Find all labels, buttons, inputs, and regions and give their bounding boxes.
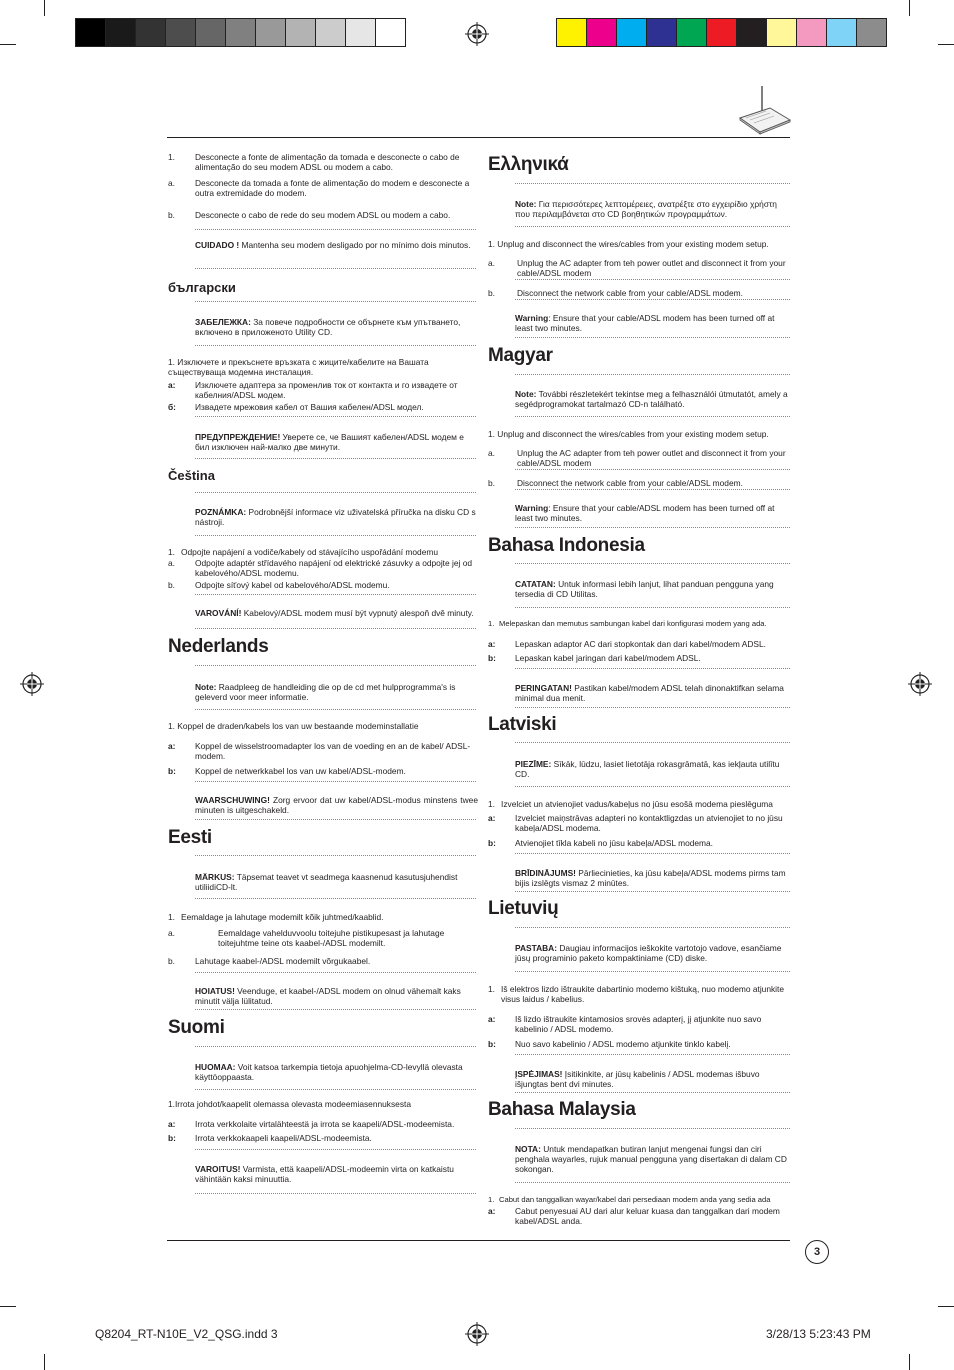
list-item: b. Disconnect the network cable from your cable/ADSL modem. [488, 288, 743, 298]
crop-mark [44, 1354, 45, 1370]
section-title: Bahasa Indonesia [488, 535, 645, 556]
divider [195, 535, 476, 536]
header-rule [167, 137, 790, 138]
divider [515, 374, 790, 375]
caution-note: HOIATUS! Veenduge, et kaabel-/ADSL modem on olnud vähemalt kaks minutit välja lülitatud. [195, 986, 461, 1006]
color-swatch [556, 18, 587, 47]
registration-mark-icon [465, 22, 489, 46]
divider [195, 1193, 476, 1194]
caution-note: PERINGATAN! Pastikan kabel/modem ADSL telah dinonaktifkan selama minimal dua menit. [515, 683, 784, 703]
crop-mark [938, 44, 954, 45]
list-item: 1. Desconecte a fonte de alimentação da tomada e desconecte o cabo de alimentação do seu modem ADSL ou modem a cabo. [168, 152, 460, 172]
section-title: Suomi [168, 1017, 225, 1038]
color-swatch [135, 18, 166, 47]
note: NOTA: Untuk mendapatkan butiran lanjut mengenai fungsi dan ciri penghala wayarles, rujuk manual pengguna yang disertakan di dalam CD sokongan. [515, 1144, 787, 1174]
note: MÄRKUS: Täpsemat teavet vt seadmega kaasnenud kasutusjuhendist utiliidiCD-lt. [195, 872, 458, 892]
list-item: 1. Изключете и прекъснете връзката с жиците/кабелите на Вашата съществуваща модемна инсталация. [168, 357, 429, 377]
caution-note: Warning: Ensure that your cable/ADSL modem has been turned off at least two minutes. [515, 503, 775, 523]
divider [515, 786, 790, 787]
section-title: Magyar [488, 345, 553, 366]
color-swatch [165, 18, 196, 47]
divider [195, 665, 476, 666]
divider [515, 971, 790, 972]
list-item: 1. Koppel de draden/kabels los van uw bestaande modeminstallatie [168, 721, 419, 731]
color-swatch [676, 18, 707, 47]
note: Note: További részletekért tekintse meg a felhasználói útmutatót, amely a segédprogramokat tartalmazó CD-n található. [515, 389, 788, 409]
divider [195, 345, 476, 346]
list-item: 1. Unplug and disconnect the wires/cables from your existing modem setup. [488, 239, 769, 249]
caution-note: VAROVÁNÍ! Kabelový/ADSL modem musí být vypnutý alespoň dvě minuty. [195, 608, 474, 618]
note: HUOMAA: Voit katsoa tarkempia tietoja apuohjelma-CD-levyllä olevasta käyttöoppaasta. [195, 1062, 463, 1082]
list-item: a: Lepaskan adaptor AC dari stopkontak dan dari kabel/modem ADSL. [488, 639, 766, 649]
file-slug: Q8204_RT-N10E_V2_QSG.indd 3 [95, 1327, 278, 1341]
caution-note: BRĪDINĀJUMS! Pārliecinieties, ka jūsu kabeļa/ADSL modems pirms tam bijis izslēgts vismaz 2 minūtes. [515, 868, 786, 888]
list-item: a. Eemaldage vahelduvvoolu toitejuhe pistikupesast ja lahutage toitejuhtme teine ots kaabel-/ADSL modemilt. [168, 928, 445, 948]
registration-mark-icon [20, 672, 44, 696]
divider [515, 337, 790, 338]
list-item: b: Atvienojiet tīkla kabeli no jūsu kabeļa/ADSL modema. [488, 838, 714, 848]
divider [515, 416, 790, 417]
list-item: b: Nuo savo kabelinio / ADSL modemo atjunkite tinklo kabelį. [488, 1039, 731, 1049]
divider [195, 1046, 476, 1047]
note: PIEZĪME: Sīkāk, lūdzu, lasiet lietotāja rokasgrāmatā, kas iekļauta utilītu CD. [515, 759, 780, 779]
section-title: Nederlands [168, 636, 269, 657]
divider [195, 628, 476, 629]
caution-note: Warning: Ensure that your cable/ADSL modem has been turned off at least two minutes. [515, 313, 775, 333]
divider [515, 469, 790, 470]
color-swatch [195, 18, 226, 47]
section-title: Bahasa Malaysia [488, 1099, 636, 1120]
divider [195, 301, 476, 302]
list-item: a: Cabut penyesuai AU dari alur keluar kuasa dan tanggalkan dari modem kabel/ADSL anda. [488, 1206, 780, 1226]
divider [515, 279, 790, 280]
crop-mark [909, 1354, 910, 1370]
color-swatch [616, 18, 647, 47]
divider [195, 781, 476, 782]
divider [515, 1054, 790, 1055]
color-swatch [736, 18, 767, 47]
list-item: a. Desconecte da tomada a fonte de alimentação do modem e desconecte a outra extremidade do modem. [168, 178, 470, 198]
divider [515, 563, 790, 564]
note: Note: Για περισσότερες λεπτομέρειες, ανατρέξτε στο εγχειρίδιο χρήστη που περιλαμβάνεται στο CD βοηθητικών προγραμμάτων. [515, 199, 777, 219]
note: CATATAN: Untuk informasi lebih lanjut, lihat panduan pengguna yang tersedia di CD Utilitas. [515, 579, 774, 599]
color-swatch [285, 18, 316, 47]
divider [515, 1092, 790, 1093]
divider [515, 707, 790, 708]
note: POZNÁMKA: Podrobnější informace viz uživatelská příručka na disku CD s nástroji. [195, 507, 476, 527]
divider [195, 229, 476, 230]
list-item: b. Desconecte o cabo de rede do seu modem ADSL ou modem a cabo. [168, 210, 451, 220]
divider [515, 183, 790, 184]
color-swatch [706, 18, 737, 47]
color-swatch [255, 18, 286, 47]
divider [195, 1009, 476, 1010]
divider [515, 668, 790, 669]
section-title: Lietuvių [488, 898, 559, 919]
crop-mark [938, 1306, 954, 1307]
list-item: a: Izvelciet maiņstrāvas adapteri no kontaktligzdas un atvienojiet to no jūsu kabeļa/ADSL modema. [488, 813, 783, 833]
caution-note: ПРЕДУПРЕЖДЕНИЕ! Уверете се, че Вашият кабелен/ADSL модем е бил изключен най-малко две минути. [195, 432, 464, 452]
divider [515, 489, 790, 490]
caution-note: VAROITUS! Varmista, että kaapeli/ADSL-modeemin virta on katkaistu vähintään kaksi minuuttia. [195, 1164, 454, 1184]
color-swatch [75, 18, 106, 47]
caution-note: CUIDADO ! Mantenha seu modem desligado por no mínimo dois minutos. [195, 240, 471, 250]
divider [195, 855, 476, 856]
divider [515, 927, 790, 928]
list-item: b. Odpojte síťový kabel od kabelového/ADSL modemu. [168, 580, 390, 590]
list-item: 1. Eemaldage ja lahutage modemilt kõik juhtmed/kaablid. [168, 912, 384, 922]
page-number: 3 [805, 1240, 829, 1264]
list-item: 1. Melepaskan dan memutus sambungan kabel dari konfigurasi modem yang ada. [488, 619, 767, 628]
divider [195, 458, 476, 459]
divider [195, 898, 476, 899]
color-swatch [766, 18, 797, 47]
crop-mark [0, 1306, 16, 1307]
color-swatch [105, 18, 136, 47]
color-swatch [375, 18, 406, 47]
note: Note: Raadpleeg de handleiding die op de cd met hulpprogramma's is geleverd voor meer informatie. [195, 682, 456, 702]
list-item: b. Disconnect the network cable from your cable/ADSL modem. [488, 478, 743, 488]
divider [515, 226, 790, 227]
list-item: 1. Izvelciet un atvienojiet vadus/kabeļus no jūsu esošā modema pieslēguma [488, 799, 773, 809]
list-item: 1. Unplug and disconnect the wires/cables from your existing modem setup. [488, 429, 769, 439]
list-item: 1. Iš elektros lizdo ištraukite dabartinio modemo kištuką, nuo modemo atjunkite visus laidus / kabelius. [488, 984, 785, 1004]
section-title: Čeština [168, 468, 215, 483]
section-title: Latviski [488, 714, 557, 735]
registration-mark-icon [908, 672, 932, 696]
note: PASTABA: Daugiau informacijos ieškokite vartotojo vadove, esančiame jūsų programinio paketo kompaktiniame (CD) diske. [515, 943, 782, 963]
list-item: b: Koppel de netwerkkabel los van uw kabel/ADSL-modem. [168, 766, 406, 776]
divider [515, 1182, 790, 1183]
divider [195, 492, 476, 493]
color-swatch [856, 18, 887, 47]
divider [195, 972, 476, 973]
divider [195, 819, 476, 820]
list-item: a: Изключете адаптера за променлив ток от контакта и го извадете от кабелния/ADSL модем. [168, 380, 458, 400]
list-item: a. Unplug the AC adapter from teh power outlet and disconnect it from your cable/ADSL modem [488, 448, 786, 468]
divider [515, 853, 790, 854]
list-item: 1. Odpojte napájení a vodiče/kabely od stávajícího uspořádání modemu [168, 547, 438, 557]
list-item: b. Lahutage kaabel-/ADSL modemilt võrgukaabel. [168, 956, 371, 966]
divider [195, 594, 476, 595]
list-item: b: Irrota verkkokaapeli kaapeli/ADSL-modeemista. [168, 1133, 372, 1143]
list-item: a. Unplug the AC adapter from teh power outlet and disconnect it from your cable/ADSL modem [488, 258, 786, 278]
crop-mark [909, 0, 910, 16]
divider [515, 527, 790, 528]
crop-mark [0, 44, 16, 45]
registration-mark-icon [465, 1322, 489, 1346]
color-swatch [586, 18, 617, 47]
note: ЗАБЕЛЕЖКА: За повече подробности се обърнете към упътването, включено в приложеното Utility CD. [195, 317, 461, 337]
divider [195, 1089, 476, 1090]
print-timestamp: 3/28/13 5:23:43 PM [766, 1327, 871, 1341]
divider [195, 416, 476, 417]
list-item: b: Lepaskan kabel jaringan dari kabel/modem ADSL. [488, 653, 701, 663]
list-item: б: Извадете мрежовия кабел от Вашия кабелен/ADSL модел. [168, 402, 424, 412]
divider [195, 709, 476, 710]
color-swatch [225, 18, 256, 47]
list-item: a: Iš lizdo ištraukite kintamosios srovės adapterį, jį atjunkite nuo savo kabelinio / ADSL modemo. [488, 1014, 762, 1034]
list-item: a: Koppel de wisselstroomadapter los van de voeding en an de kabel/ ADSL-modem. [168, 741, 471, 761]
divider [515, 742, 790, 743]
divider [195, 1149, 476, 1150]
divider [515, 1128, 790, 1129]
color-swatch [646, 18, 677, 47]
divider [515, 299, 790, 300]
section-title: български [168, 280, 236, 295]
list-item: 1. Cabut dan tanggalkan wayar/kabel dari persediaan modem anda yang sedia ada [488, 1195, 771, 1204]
divider [515, 891, 790, 892]
color-swatch [315, 18, 346, 47]
crop-mark [44, 0, 45, 16]
list-item: a: Irrota verkkolaite virtalähteestä ja irrota se kaapeli/ADSL-modeemista. [168, 1119, 455, 1129]
footer-rule [167, 1240, 790, 1241]
caution-note: ĮSPĖJIMAS! Įsitikinkite, ar jūsų kabelinis / ADSL modemas išbuvo išjungtas bent dvi minutes. [515, 1069, 760, 1089]
list-item: a. Odpojte adaptér střídavého napájení od elektrické zásuvky a odpojte jej od kabelového/ADSL modemu. [168, 558, 473, 578]
divider [195, 268, 476, 269]
color-swatch [826, 18, 857, 47]
router-illustration-icon [736, 84, 792, 136]
color-swatch [796, 18, 827, 47]
divider [515, 607, 790, 608]
section-title: Ελληνικά [488, 154, 569, 175]
color-swatch [345, 18, 376, 47]
section-title: Eesti [168, 827, 212, 848]
list-item: 1.Irrota johdot/kaapelit olemassa olevasta modeemiasennuksesta [168, 1099, 412, 1109]
caution-note: WAARSCHUWING! Zorg ervoor dat uw kabel/ADSL-modus minstens twee minuten is uitgeschakeld. [195, 795, 478, 815]
